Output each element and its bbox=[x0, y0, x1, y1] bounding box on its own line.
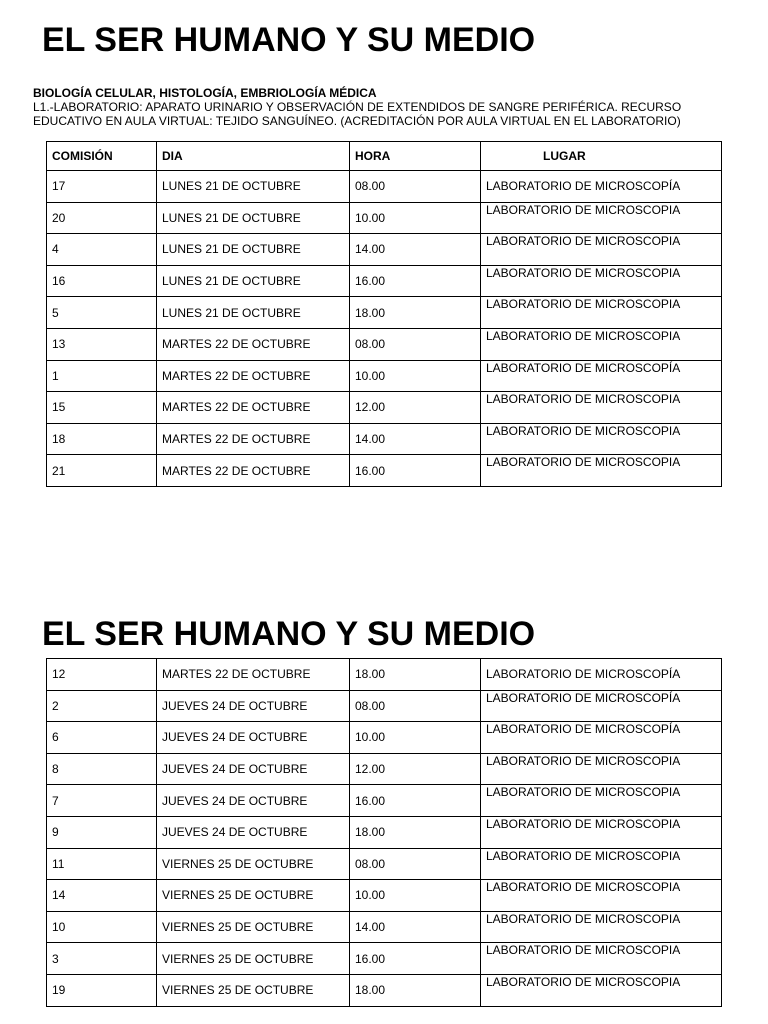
cell-lugar: LABORATORIO DE MICROSCOPÍA bbox=[481, 722, 722, 754]
cell-lugar: LABORATORIO DE MICROSCOPIA bbox=[481, 816, 722, 848]
cell-comision: 16 bbox=[47, 265, 157, 297]
cell-comision: 6 bbox=[47, 722, 157, 754]
table-row bbox=[47, 943, 722, 975]
cell-dia: MARTES 22 DE OCTUBRE bbox=[157, 455, 350, 487]
table-row bbox=[47, 911, 722, 943]
cell-lugar: LABORATORIO DE MICROSCOPIA bbox=[481, 234, 722, 266]
cell-lugar: LABORATORIO DE MICROSCOPÍA bbox=[481, 690, 722, 722]
table-row bbox=[47, 265, 722, 297]
cell-hora: 16.00 bbox=[350, 785, 481, 817]
table-row bbox=[47, 328, 722, 360]
lab-description bbox=[33, 100, 733, 128]
cell-lugar: LABORATORIO DE MICROSCOPIA bbox=[481, 880, 722, 912]
cell-comision: 15 bbox=[47, 392, 157, 424]
cell-comision: 21 bbox=[47, 455, 157, 487]
cell-dia: LUNES 21 DE OCTUBRE bbox=[157, 202, 350, 234]
cell-hora: 08.00 bbox=[350, 171, 481, 203]
course-subtitle: BIOLOGÍA CELULAR, HISTOLOGÍA, EMBRIOLOGÍA MÉDICA bbox=[33, 86, 377, 100]
cell-lugar: LABORATORIO DE MICROSCOPIA bbox=[481, 297, 722, 329]
cell-comision: 11 bbox=[47, 848, 157, 880]
cell-dia: VIERNES 25 DE OCTUBRE bbox=[157, 848, 350, 880]
cell-lugar: LABORATORIO DE MICROSCOPIA bbox=[481, 974, 722, 1006]
description-line-2: EDUCATIVO EN AULA VIRTUAL: TEJIDO SANGUÍNEO. (ACREDITACIÓN POR AULA VIRTUAL EN EL LABORATORIO) bbox=[33, 114, 681, 128]
cell-lugar: LABORATORIO DE MICROSCOPÍA bbox=[481, 171, 722, 203]
cell-hora: 18.00 bbox=[350, 816, 481, 848]
table-row bbox=[47, 722, 722, 754]
cell-comision: 12 bbox=[47, 659, 157, 691]
cell-lugar: LABORATORIO DE MICROSCOPIA bbox=[481, 455, 722, 487]
cell-hora: 18.00 bbox=[350, 297, 481, 329]
description-line-1: L1.-LABORATORIO: APARATO URINARIO Y OBSERVACIÓN DE EXTENDIDOS DE SANGRE PERIFÉRICA. RECURSO bbox=[33, 100, 682, 114]
cell-comision: 20 bbox=[47, 202, 157, 234]
table-row bbox=[47, 848, 722, 880]
table-row bbox=[47, 234, 722, 266]
table-row bbox=[47, 753, 722, 785]
table-row bbox=[47, 455, 722, 487]
cell-comision: 19 bbox=[47, 974, 157, 1006]
cell-lugar: LABORATORIO DE MICROSCOPIA bbox=[481, 423, 722, 455]
cell-comision: 14 bbox=[47, 880, 157, 912]
cell-comision: 1 bbox=[47, 360, 157, 392]
header-hora: HORA bbox=[350, 142, 481, 171]
cell-hora: 08.00 bbox=[350, 328, 481, 360]
table-row bbox=[47, 880, 722, 912]
cell-hora: 16.00 bbox=[350, 265, 481, 297]
cell-lugar: LABORATORIO DE MICROSCOPIA bbox=[481, 265, 722, 297]
cell-hora: 14.00 bbox=[350, 423, 481, 455]
cell-dia: LUNES 21 DE OCTUBRE bbox=[157, 297, 350, 329]
page-title: EL SER HUMANO Y SU MEDIO bbox=[42, 21, 536, 59]
cell-comision: 10 bbox=[47, 911, 157, 943]
table-row bbox=[47, 785, 722, 817]
cell-lugar: LABORATORIO DE MICROSCOPIA bbox=[481, 943, 722, 975]
cell-lugar: LABORATORIO DE MICROSCOPÍA bbox=[481, 360, 722, 392]
cell-hora: 10.00 bbox=[350, 880, 481, 912]
cell-lugar: LABORATORIO DE MICROSCOPÍA bbox=[481, 659, 722, 691]
header-comision: COMISIÓN bbox=[47, 142, 157, 171]
cell-dia: MARTES 22 DE OCTUBRE bbox=[157, 659, 350, 691]
cell-hora: 14.00 bbox=[350, 911, 481, 943]
cell-hora: 18.00 bbox=[350, 974, 481, 1006]
cell-comision: 5 bbox=[47, 297, 157, 329]
cell-comision: 3 bbox=[47, 943, 157, 975]
schedule-table-2 bbox=[46, 658, 722, 1007]
table-row bbox=[47, 360, 722, 392]
cell-hora: 16.00 bbox=[350, 455, 481, 487]
cell-dia: MARTES 22 DE OCTUBRE bbox=[157, 392, 350, 424]
table-row bbox=[47, 974, 722, 1006]
cell-dia: VIERNES 25 DE OCTUBRE bbox=[157, 943, 350, 975]
table-row bbox=[47, 171, 722, 203]
cell-hora: 18.00 bbox=[350, 659, 481, 691]
cell-lugar: LABORATORIO DE MICROSCOPIA bbox=[481, 848, 722, 880]
cell-hora: 16.00 bbox=[350, 943, 481, 975]
cell-lugar: LABORATORIO DE MICROSCOPIA bbox=[481, 753, 722, 785]
cell-hora: 10.00 bbox=[350, 722, 481, 754]
table-row bbox=[47, 202, 722, 234]
cell-dia: JUEVES 24 DE OCTUBRE bbox=[157, 722, 350, 754]
cell-hora: 12.00 bbox=[350, 753, 481, 785]
cell-hora: 14.00 bbox=[350, 234, 481, 266]
cell-lugar: LABORATORIO DE MICROSCOPIA bbox=[481, 911, 722, 943]
cell-dia: MARTES 22 DE OCTUBRE bbox=[157, 423, 350, 455]
table-header-row bbox=[47, 142, 722, 171]
cell-comision: 2 bbox=[47, 690, 157, 722]
cell-lugar: LABORATORIO DE MICROSCOPIA bbox=[481, 202, 722, 234]
cell-dia: JUEVES 24 DE OCTUBRE bbox=[157, 753, 350, 785]
cell-dia: VIERNES 25 DE OCTUBRE bbox=[157, 911, 350, 943]
table-row bbox=[47, 423, 722, 455]
header-lugar: LUGAR bbox=[481, 142, 722, 171]
cell-comision: 18 bbox=[47, 423, 157, 455]
table-row bbox=[47, 659, 722, 691]
cell-dia: LUNES 21 DE OCTUBRE bbox=[157, 171, 350, 203]
cell-comision: 17 bbox=[47, 171, 157, 203]
cell-hora: 10.00 bbox=[350, 202, 481, 234]
cell-comision: 9 bbox=[47, 816, 157, 848]
cell-dia: JUEVES 24 DE OCTUBRE bbox=[157, 690, 350, 722]
cell-comision: 4 bbox=[47, 234, 157, 266]
cell-hora: 08.00 bbox=[350, 690, 481, 722]
cell-lugar: LABORATORIO DE MICROSCOPIA bbox=[481, 392, 722, 424]
cell-dia: VIERNES 25 DE OCTUBRE bbox=[157, 974, 350, 1006]
header-dia: DIA bbox=[157, 142, 350, 171]
cell-dia: LUNES 21 DE OCTUBRE bbox=[157, 234, 350, 266]
cell-dia: MARTES 22 DE OCTUBRE bbox=[157, 360, 350, 392]
cell-hora: 12.00 bbox=[350, 392, 481, 424]
cell-dia: VIERNES 25 DE OCTUBRE bbox=[157, 880, 350, 912]
cell-dia: MARTES 22 DE OCTUBRE bbox=[157, 328, 350, 360]
cell-dia: JUEVES 24 DE OCTUBRE bbox=[157, 785, 350, 817]
cell-lugar: LABORATORIO DE MICROSCOPIA bbox=[481, 785, 722, 817]
cell-lugar: LABORATORIO DE MICROSCOPIA bbox=[481, 328, 722, 360]
table-row bbox=[47, 297, 722, 329]
cell-hora: 10.00 bbox=[350, 360, 481, 392]
cell-comision: 13 bbox=[47, 328, 157, 360]
table-row bbox=[47, 816, 722, 848]
table-row bbox=[47, 392, 722, 424]
schedule-table-1 bbox=[46, 141, 722, 487]
page-title-repeat: EL SER HUMANO Y SU MEDIO bbox=[42, 615, 536, 653]
cell-dia: JUEVES 24 DE OCTUBRE bbox=[157, 816, 350, 848]
cell-hora: 08.00 bbox=[350, 848, 481, 880]
cell-dia: LUNES 21 DE OCTUBRE bbox=[157, 265, 350, 297]
cell-comision: 7 bbox=[47, 785, 157, 817]
cell-comision: 8 bbox=[47, 753, 157, 785]
table-row bbox=[47, 690, 722, 722]
